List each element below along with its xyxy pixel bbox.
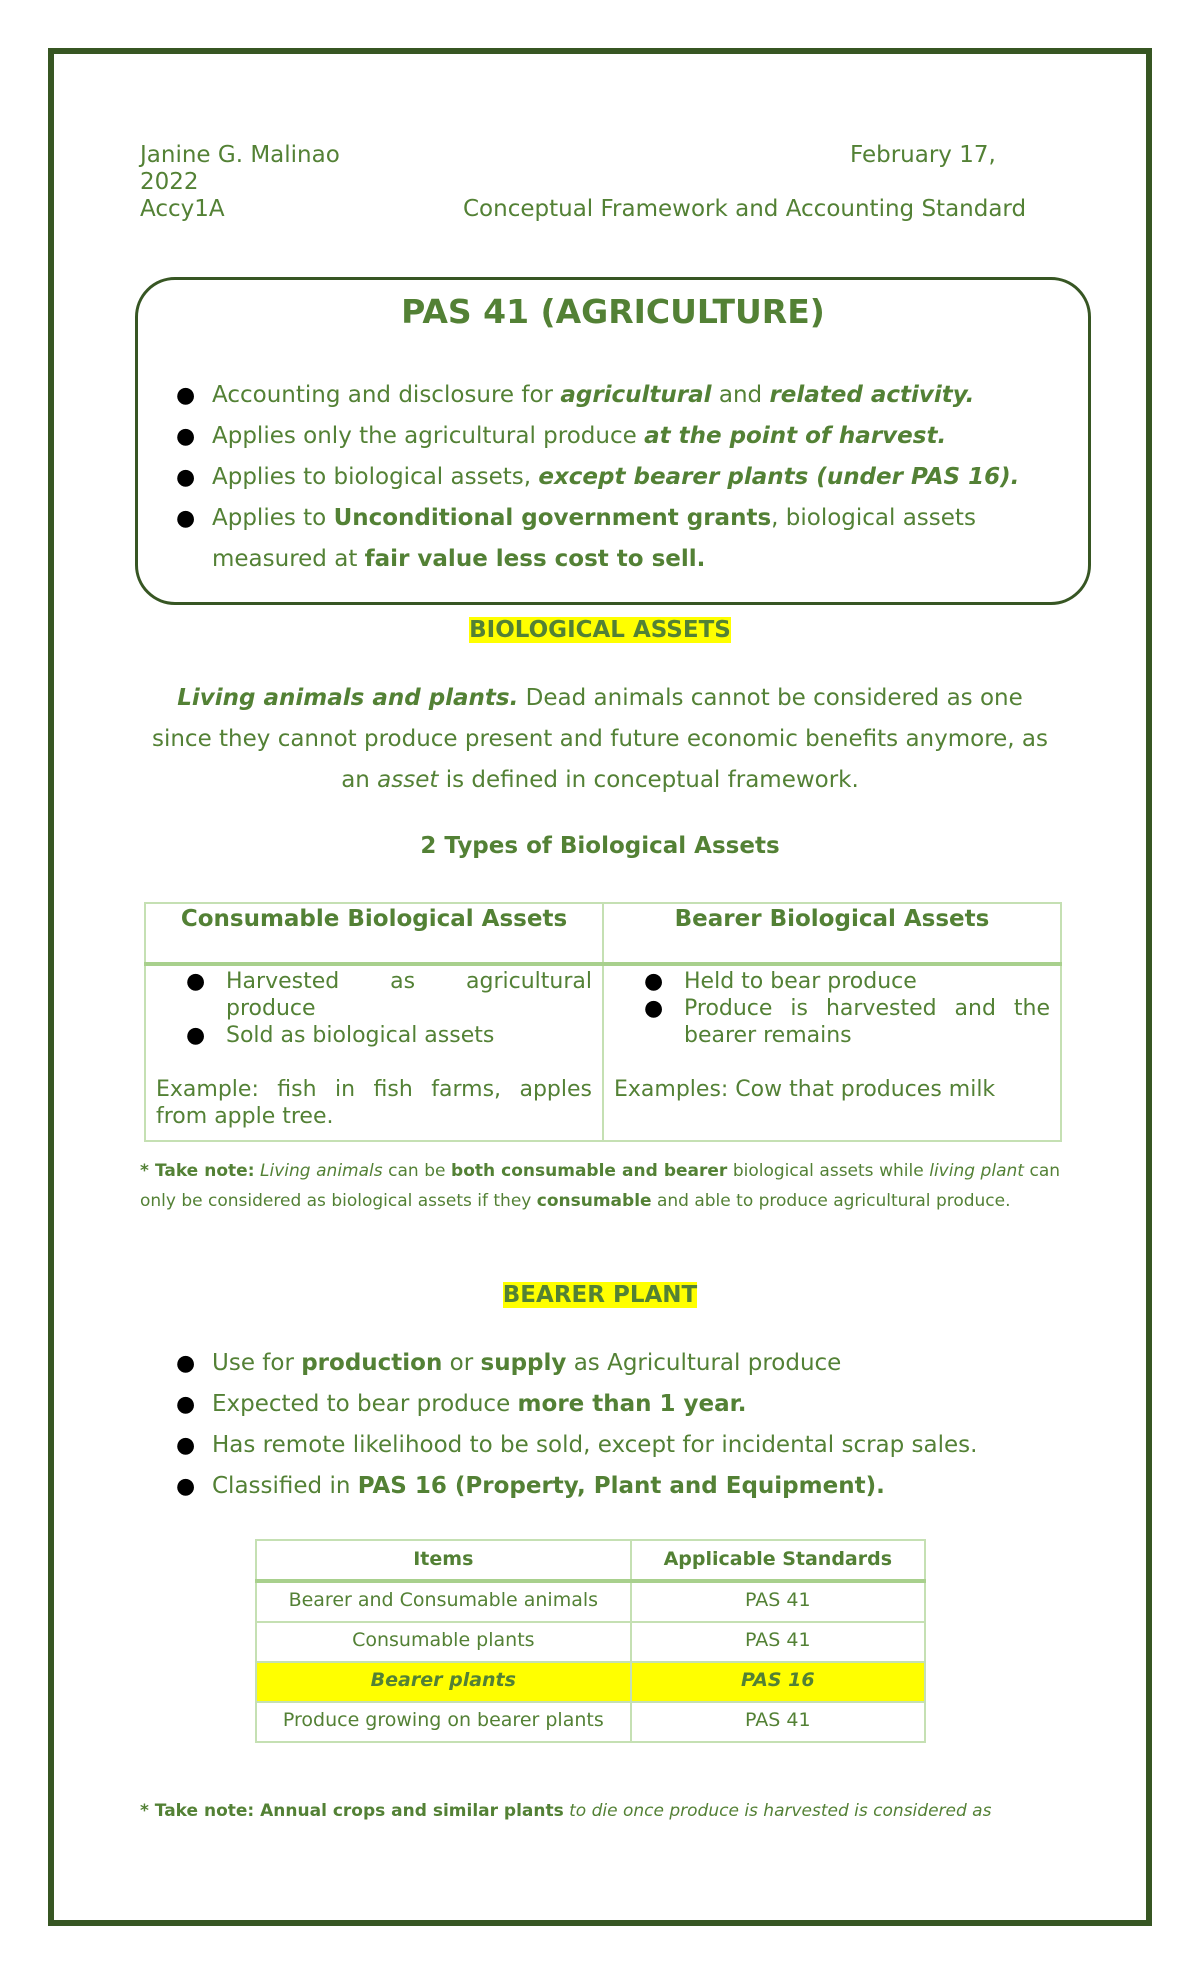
bio-heading-wrap: [140, 610, 1060, 651]
items-header: Items: [256, 1540, 631, 1581]
list-item: ● Accounting and disclosure for agricultural and related activity.: [212, 375, 1072, 416]
col2-cell: [603, 964, 1061, 1141]
list-item: ● Classified in PAS 16 (Property, Plant and Equipment).: [212, 1466, 1072, 1507]
standards-header: Applicable Standards: [631, 1540, 925, 1581]
take-note-2: * Take note: Annual crops and similar plants to die once produce is harvested is considered as: [140, 1801, 992, 1821]
types-heading: 2 Types of Biological Assets: [420, 833, 780, 859]
bullet-icon: ●: [176, 424, 196, 449]
bullet-icon: ●: [176, 465, 196, 490]
list-item: ● Applies to biological assets, except bearer plants (under PAS 16).: [212, 457, 1072, 498]
list-item: ● Sold as biological assets: [186, 1023, 495, 1048]
table-cell: PAS 16: [631, 1662, 925, 1702]
date-line2: 2022: [140, 169, 199, 195]
date-line1: February 17,: [850, 142, 996, 168]
bullet-icon: ●: [176, 1392, 196, 1417]
col1-example: Example: fish in fish farms, apples from apple tree.: [156, 1077, 592, 1129]
author-name: Janine G. Malinao: [140, 142, 340, 168]
list-item: ● Expected to bear produce more than 1 year.: [212, 1384, 1072, 1425]
table-row: [256, 1622, 925, 1662]
list-item: ● Applies to Unconditional government grants, biological assets measured at fair value less cost to sell.: [212, 498, 1072, 580]
table-cell: PAS 41: [631, 1581, 925, 1622]
bullet-icon: ●: [176, 383, 196, 408]
table-cell: Bearer and Consumable animals: [256, 1581, 631, 1622]
bullet-icon: ●: [176, 506, 196, 531]
bearer-heading-wrap: [140, 1275, 1060, 1316]
list-item: ● Produce is harvested and the bearer remains: [644, 996, 1050, 1048]
table-cell: Produce growing on bearer plants: [256, 1702, 631, 1742]
bullet-icon: ●: [176, 1433, 196, 1458]
bullet-icon: ●: [186, 1023, 206, 1048]
pas41-list: [176, 375, 1072, 580]
col2-example: Examples: Cow that produces milk: [614, 1077, 996, 1102]
bullet-icon: ●: [186, 969, 206, 994]
biological-types-table: [144, 902, 1062, 1142]
col1-header: Consumable Biological Assets: [145, 903, 603, 964]
table-row: [256, 1581, 925, 1622]
bearer-list: [176, 1343, 1072, 1507]
col1-cell: [145, 964, 603, 1141]
table-cell: Bearer plants: [256, 1662, 631, 1702]
list-item: ● Held to bear produce: [644, 969, 917, 994]
table-cell: Consumable plants: [256, 1622, 631, 1662]
bio-paragraph: Living animals and plants. Dead animals cannot be considered as one since they cannot produce present and future economic benefits anymore, as an asset is defined in conceptual framework.: [151, 685, 1049, 793]
table-row-highlighted: [256, 1662, 925, 1702]
bullet-icon: ●: [644, 996, 664, 1021]
list-item: ● Harvested as agricultural produce: [186, 969, 592, 1021]
bullet-icon: ●: [176, 1351, 196, 1376]
bullet-icon: ●: [176, 1474, 196, 1499]
subject-title: Conceptual Framework and Accounting Standard: [463, 196, 1027, 222]
bio-heading: BIOLOGICAL ASSETS: [469, 617, 731, 643]
table-row: [256, 1702, 925, 1742]
list-item: ● Use for production or supply as Agricultural produce: [212, 1343, 1072, 1384]
table-cell: PAS 41: [631, 1702, 925, 1742]
take-note-1: * Take note: Living animals can be both consumable and bearer biological assets while living plant can only be considered as biological assets if they consumable and able to produce agricultural produce.: [140, 1161, 1061, 1211]
bullet-icon: ●: [644, 969, 664, 994]
bearer-heading: BEARER PLANT: [502, 1282, 698, 1308]
list-item: ● Applies only the agricultural produce at the point of harvest.: [212, 416, 1072, 457]
list-item: ● Has remote likelihood to be sold, except for incidental scrap sales.: [212, 1425, 1072, 1466]
table-cell: PAS 41: [631, 1622, 925, 1662]
standards-table: [255, 1539, 926, 1743]
col2-header: Bearer Biological Assets: [603, 903, 1061, 964]
pas41-title: PAS 41 (AGRICULTURE): [401, 292, 825, 331]
course-code: Accy1A: [140, 196, 225, 222]
